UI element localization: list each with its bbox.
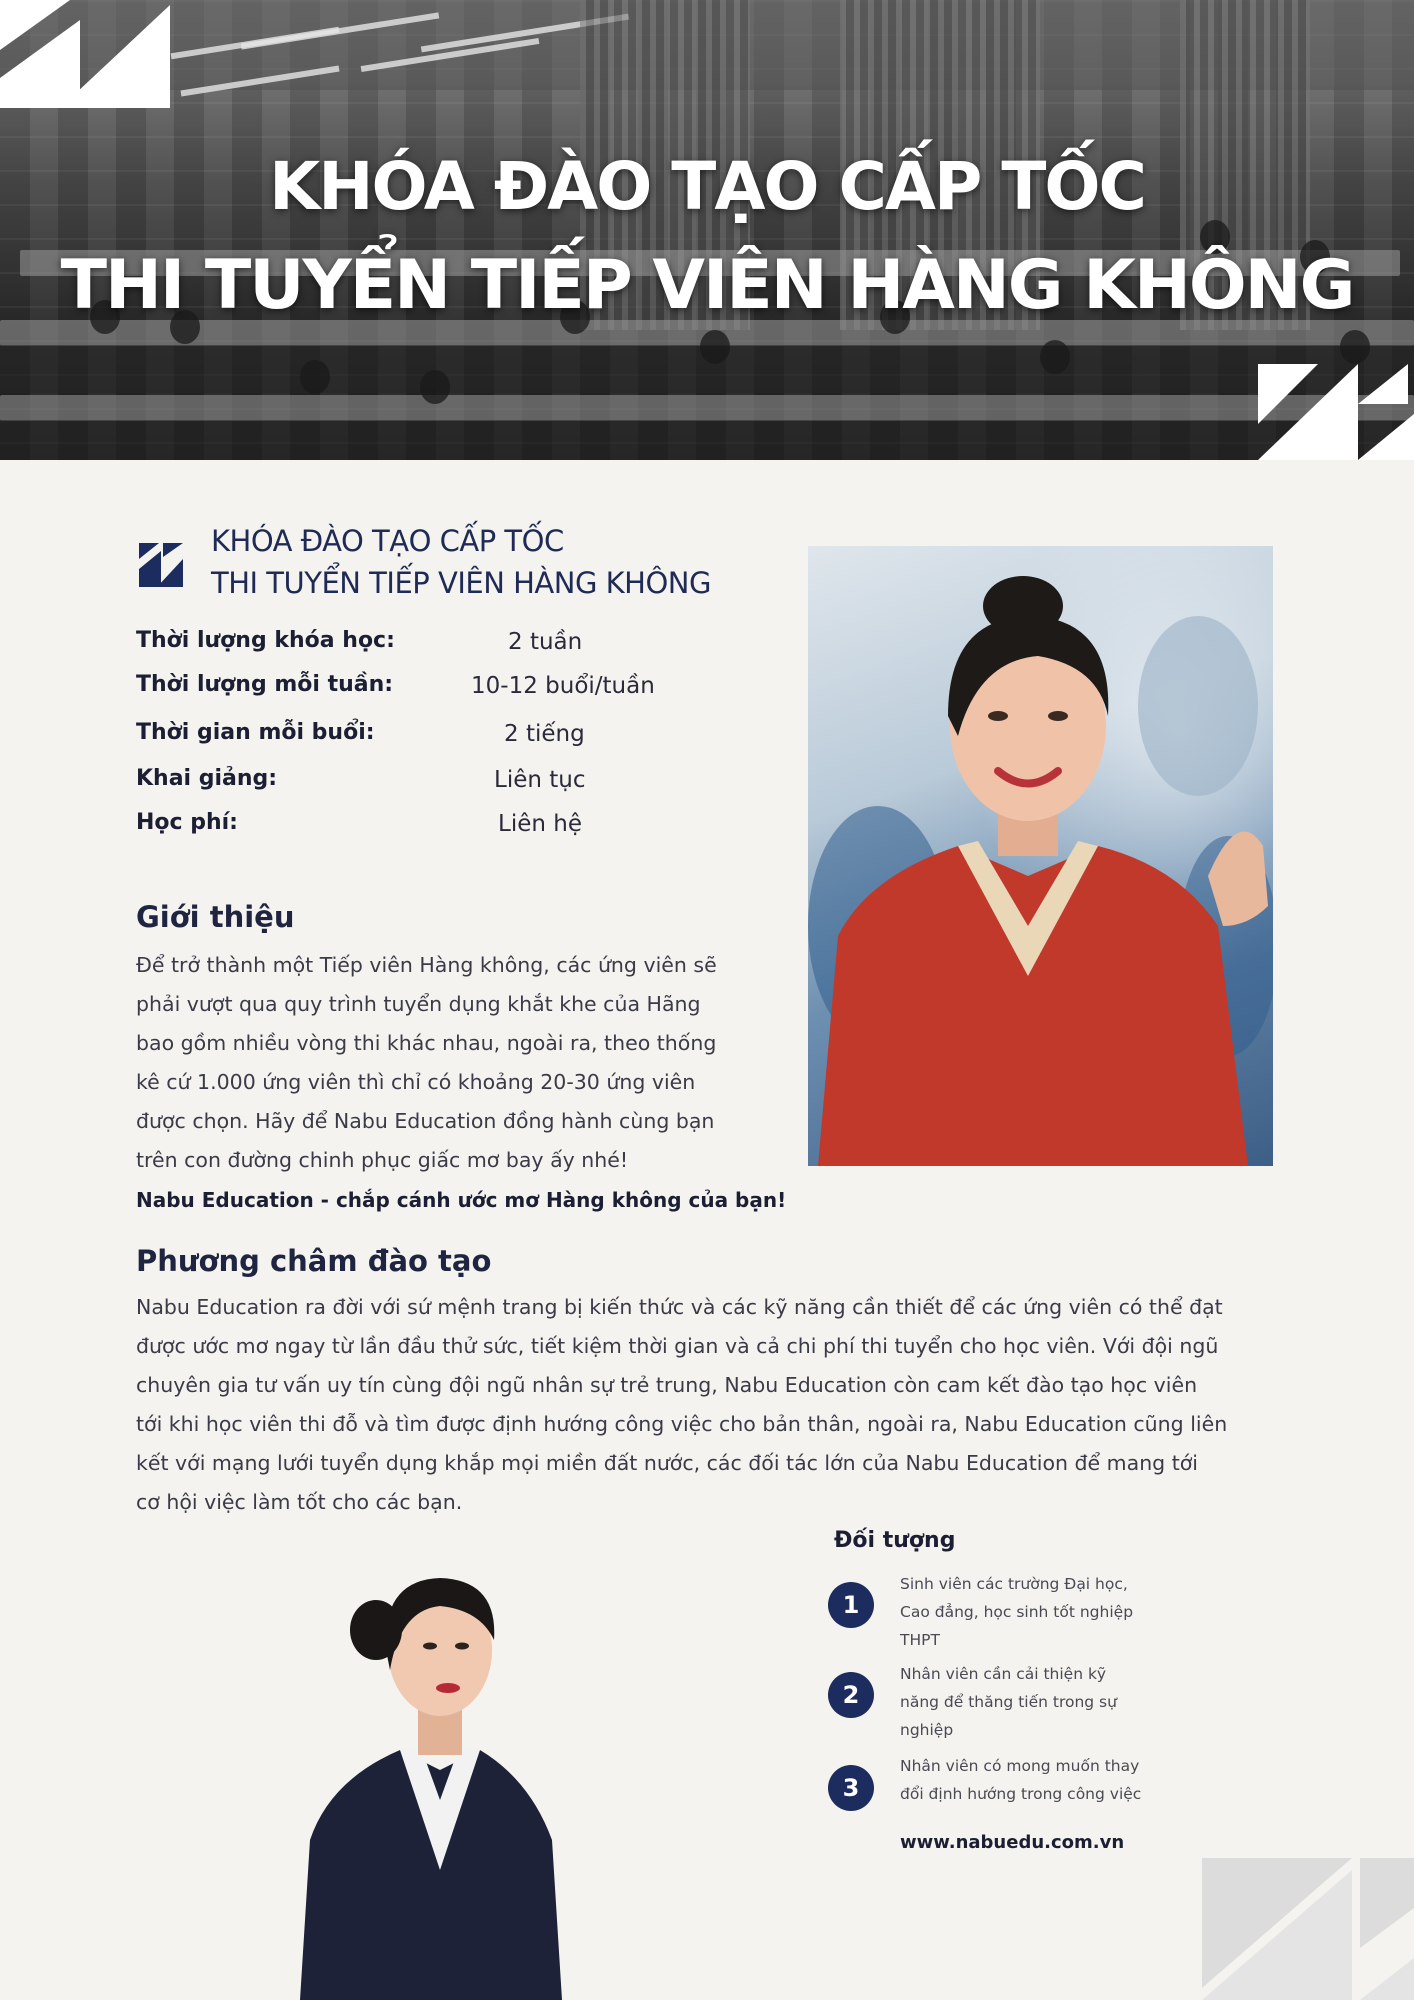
target-line: Nhân viên cần cải thiện kỹ [900,1665,1107,1683]
website-link[interactable]: www.nabuedu.com.vn [900,1832,1125,1853]
intro-line: Để trở thành một Tiếp viên Hàng không, các ứng viên sẽ [136,953,717,977]
motto-line: được ước mơ ngay từ lần đầu thử sức, tiết kiệm thời gian và cả chi phí thi tuyển cho học viên. Với đội ngũ [136,1334,1219,1358]
detail-label-weekly: Thời lượng mỗi tuần: [136,672,394,697]
decorative-logo-icon [1202,1858,1414,2000]
intro-line: phải vượt qua quy trình tuyển dụng khắt khe của Hãng [136,992,701,1016]
target-item-1 [900,1570,1148,1654]
motto-line: cơ hội việc làm tốt cho các bạn. [136,1490,463,1514]
course-name-line1: KHÓA ĐÀO TẠO CẤP TỐC [211,524,564,558]
intro-line: được chọn. Hãy để Nabu Education đồng hành cùng bạn [136,1109,715,1133]
target-number-badge: 3 [828,1765,874,1811]
target-line: Sinh viên các trường Đại học, [900,1575,1128,1593]
target-line: năng để thăng tiến trong sự [900,1693,1117,1711]
brand-logo-icon [0,0,172,108]
target-line: nghiệp [900,1721,954,1739]
target-line: Cao đẳng, học sinh tốt nghiệp [900,1603,1134,1621]
detail-label-start: Khai giảng: [136,766,278,791]
intro-line: trên con đường chinh phục giấc mơ bay ấy nhé! [136,1148,629,1172]
intro-heading: Giới thiệu [136,900,295,934]
detail-value-duration: 2 tuần [508,629,583,655]
intro-line: bao gồm nhiều vòng thi khác nhau, ngoài ra, theo thống [136,1031,717,1055]
intro-slogan: Nabu Education - chắp cánh ước mơ Hàng không của bạn! [136,1188,787,1212]
motto-line: kết với mạng lưới tuyển dụng khắp mọi miền đất nước, các đối tác lớn của Nabu Education để mang tới [136,1451,1198,1475]
detail-value-start: Liên tục [494,767,586,793]
hero-seat-row [0,420,1414,460]
target-line: đổi định hướng trong công việc [900,1785,1142,1803]
course-logo-icon [139,543,183,587]
target-number-badge: 1 [828,1582,874,1628]
audience-silhouette [1040,340,1070,374]
motto-line: Nabu Education ra đời với sứ mệnh trang bị kiến thức và các kỹ năng cần thiết để các ứng viên có thể đạt [136,1295,1223,1319]
detail-value-weekly: 10-12 buổi/tuần [471,673,655,699]
motto-heading: Phương châm đào tạo [136,1244,492,1278]
detail-label-duration: Thời lượng khóa học: [136,628,395,653]
hero-title-line1: KHÓA ĐÀO TẠO CẤP TỐC [269,148,1145,225]
flight-attendant-illustration [808,546,1273,1166]
target-line: Nhân viên có mong muốn thay [900,1757,1140,1775]
audience-silhouette [700,330,730,364]
hero-banner [0,0,1414,460]
course-name-line2: THI TUYỂN TIẾP VIÊN HÀNG KHÔNG [211,566,711,600]
hero-title-line2: THI TUYỂN TIẾP VIÊN HÀNG KHÔNG [60,246,1354,325]
student-portrait-photo [290,1540,570,2000]
detail-value-session: 2 tiếng [504,721,585,747]
audience-silhouette [1340,330,1370,364]
intro-paragraph [136,946,764,1180]
target-item-2 [900,1660,1148,1744]
target-item-3 [900,1752,1148,1808]
detail-value-fee: Liên hệ [498,811,582,837]
flight-attendant-photo [808,546,1273,1166]
detail-label-session: Thời gian mỗi buổi: [136,720,375,745]
target-line: THPT [900,1631,940,1649]
motto-line: chuyên gia tư vấn uy tín cùng đội ngũ nhân sự trẻ trung, Nabu Education còn cam kết đào tạo học viên [136,1373,1198,1397]
brand-logo-icon [1258,364,1414,460]
intro-line: kê cứ 1.000 ứng viên thì chỉ có khoảng 20-30 ứng viên [136,1070,696,1094]
audience-silhouette [420,370,450,404]
targets-heading: Đối tượng [834,1528,956,1553]
motto-line: tới khi học viên thi đỗ và tìm được định hướng công việc cho bản thân, ngoài ra, Nabu Education cũng liên [136,1412,1228,1436]
target-number-badge: 2 [828,1672,874,1718]
audience-silhouette [300,360,330,394]
hero-desk-row [0,395,1414,421]
student-portrait-illustration [290,1540,570,2000]
motto-paragraph [136,1288,1273,1522]
detail-label-fee: Học phí: [136,810,238,835]
